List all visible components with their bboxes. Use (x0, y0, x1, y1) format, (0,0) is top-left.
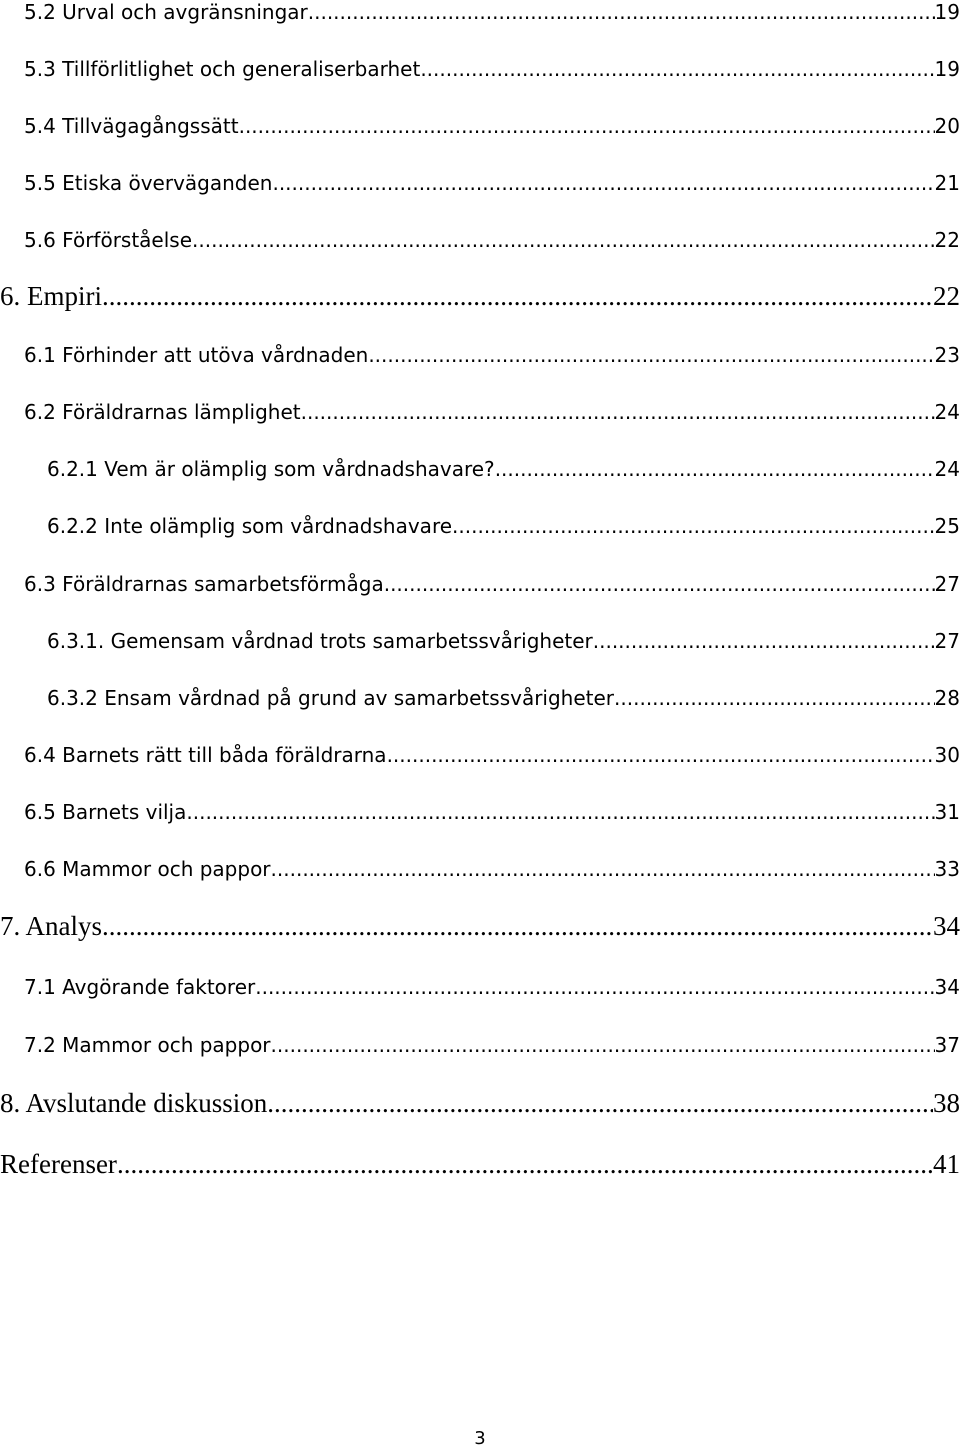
toc-entry[interactable] (47, 686, 960, 710)
dot-leader (614, 686, 935, 710)
dot-leader (368, 343, 934, 367)
toc-chapter-page: 34 (933, 911, 960, 941)
toc-entry-page: 20 (934, 114, 960, 138)
toc-entry[interactable] (24, 343, 960, 367)
toc-entry[interactable] (24, 0, 960, 24)
toc-chapter-title: 7. Analys (0, 911, 103, 941)
toc-entry-page: 27 (934, 629, 960, 653)
toc-chapter-title: 6. Empiri (0, 281, 102, 311)
toc-entry-title: 5.5 Etiska överväganden (24, 171, 273, 195)
toc-chapter-page: 41 (933, 1149, 960, 1179)
toc-entry-title: 7.2 Mammor och pappor (24, 1033, 271, 1057)
toc-entry-page: 19 (934, 57, 960, 81)
dot-leader (271, 857, 935, 881)
dot-leader (384, 572, 935, 596)
dot-leader (192, 228, 935, 252)
dot-leader (271, 1033, 935, 1057)
toc-chapter-title: 8. Avslutande diskussion (0, 1088, 268, 1118)
toc-entry[interactable] (24, 743, 960, 767)
toc-chapter[interactable] (0, 281, 960, 312)
toc-entry-page: 31 (934, 800, 960, 824)
dot-leader (452, 514, 935, 538)
toc-entry-page: 25 (934, 514, 960, 538)
dot-leader (102, 911, 933, 942)
toc-entry[interactable] (24, 400, 960, 424)
toc-entry[interactable] (24, 857, 960, 881)
toc-entry-page: 30 (934, 743, 960, 767)
toc-entry-page: 24 (934, 400, 960, 424)
toc-entry-page: 21 (934, 171, 960, 195)
toc-entry[interactable] (24, 228, 960, 252)
toc-entry-title: 6.2.1 Vem är olämplig som vårdnadshavare? (47, 457, 495, 481)
toc-entry[interactable] (24, 57, 960, 81)
toc-entry-page: 33 (934, 857, 960, 881)
toc-entry-title: 6.3.1. Gemensam vårdnad trots samarbetssvårigheter (47, 629, 593, 653)
toc-chapter-page: 22 (933, 281, 960, 311)
toc-entry-title: 5.2 Urval och avgränsningar (24, 0, 308, 24)
dot-leader (387, 743, 935, 767)
toc-entry[interactable] (24, 975, 960, 999)
dot-leader (301, 400, 935, 424)
toc-entry[interactable] (24, 572, 960, 596)
toc-chapter[interactable] (0, 1149, 960, 1180)
dot-leader (272, 171, 934, 195)
toc-entry-title: 6.2.2 Inte olämplig som vårdnadshavare (47, 514, 453, 538)
dot-leader (102, 281, 933, 312)
toc-chapter[interactable] (0, 1088, 960, 1119)
toc-entry-page: 23 (934, 343, 960, 367)
toc-entry-title: 6.2 Föräldrarnas lämplighet (24, 400, 301, 424)
toc-entry-page: 28 (934, 686, 960, 710)
toc-entry-page: 19 (934, 0, 960, 24)
dot-leader (117, 1149, 933, 1180)
toc-entry[interactable] (47, 629, 960, 653)
dot-leader (308, 0, 935, 24)
toc-chapter-title: Referenser (0, 1149, 117, 1179)
toc-entry-title: 6.6 Mammor och pappor (24, 857, 271, 881)
toc-entry-title: 5.6 Förförståelse (24, 228, 193, 252)
toc-entry-title: 6.3 Föräldrarnas samarbetsförmåga (24, 572, 384, 596)
toc-entry-title: 6.1 Förhinder att utöva vårdnaden (24, 343, 369, 367)
toc-entry[interactable] (24, 800, 960, 824)
page-number: 3 (474, 1428, 486, 1449)
toc-entry-title: 6.5 Barnets vilja (24, 800, 187, 824)
toc-entry[interactable] (24, 1033, 960, 1057)
dot-leader (593, 629, 935, 653)
toc-entry-title: 6.4 Barnets rätt till båda föräldrarna (24, 743, 387, 767)
toc-entry[interactable] (24, 114, 960, 138)
toc-entry[interactable] (47, 457, 960, 481)
dot-leader (239, 114, 935, 138)
toc-entry-title: 5.3 Tillförlitlighet och generaliserbarhet (24, 57, 421, 81)
toc-entry-page: 37 (934, 1033, 960, 1057)
dot-leader (255, 975, 934, 999)
toc-entry-title: 6.3.2 Ensam vårdnad på grund av samarbetssvårigheter (47, 686, 615, 710)
toc-chapter-page: 38 (933, 1088, 960, 1118)
toc-entry-page: 22 (934, 228, 960, 252)
toc-entry-title: 7.1 Avgörande faktorer (24, 975, 256, 999)
toc-entry[interactable] (24, 171, 960, 195)
dot-leader (420, 57, 934, 81)
toc-entry-page: 27 (934, 572, 960, 596)
dot-leader (186, 800, 934, 824)
toc-entry-page: 24 (934, 457, 960, 481)
toc-chapter[interactable] (0, 911, 960, 942)
toc-entry-title: 5.4 Tillvägagångssätt (24, 114, 239, 138)
dot-leader (495, 457, 935, 481)
toc-entry-page: 34 (934, 975, 960, 999)
toc-entry[interactable] (47, 514, 960, 538)
dot-leader (267, 1088, 933, 1119)
